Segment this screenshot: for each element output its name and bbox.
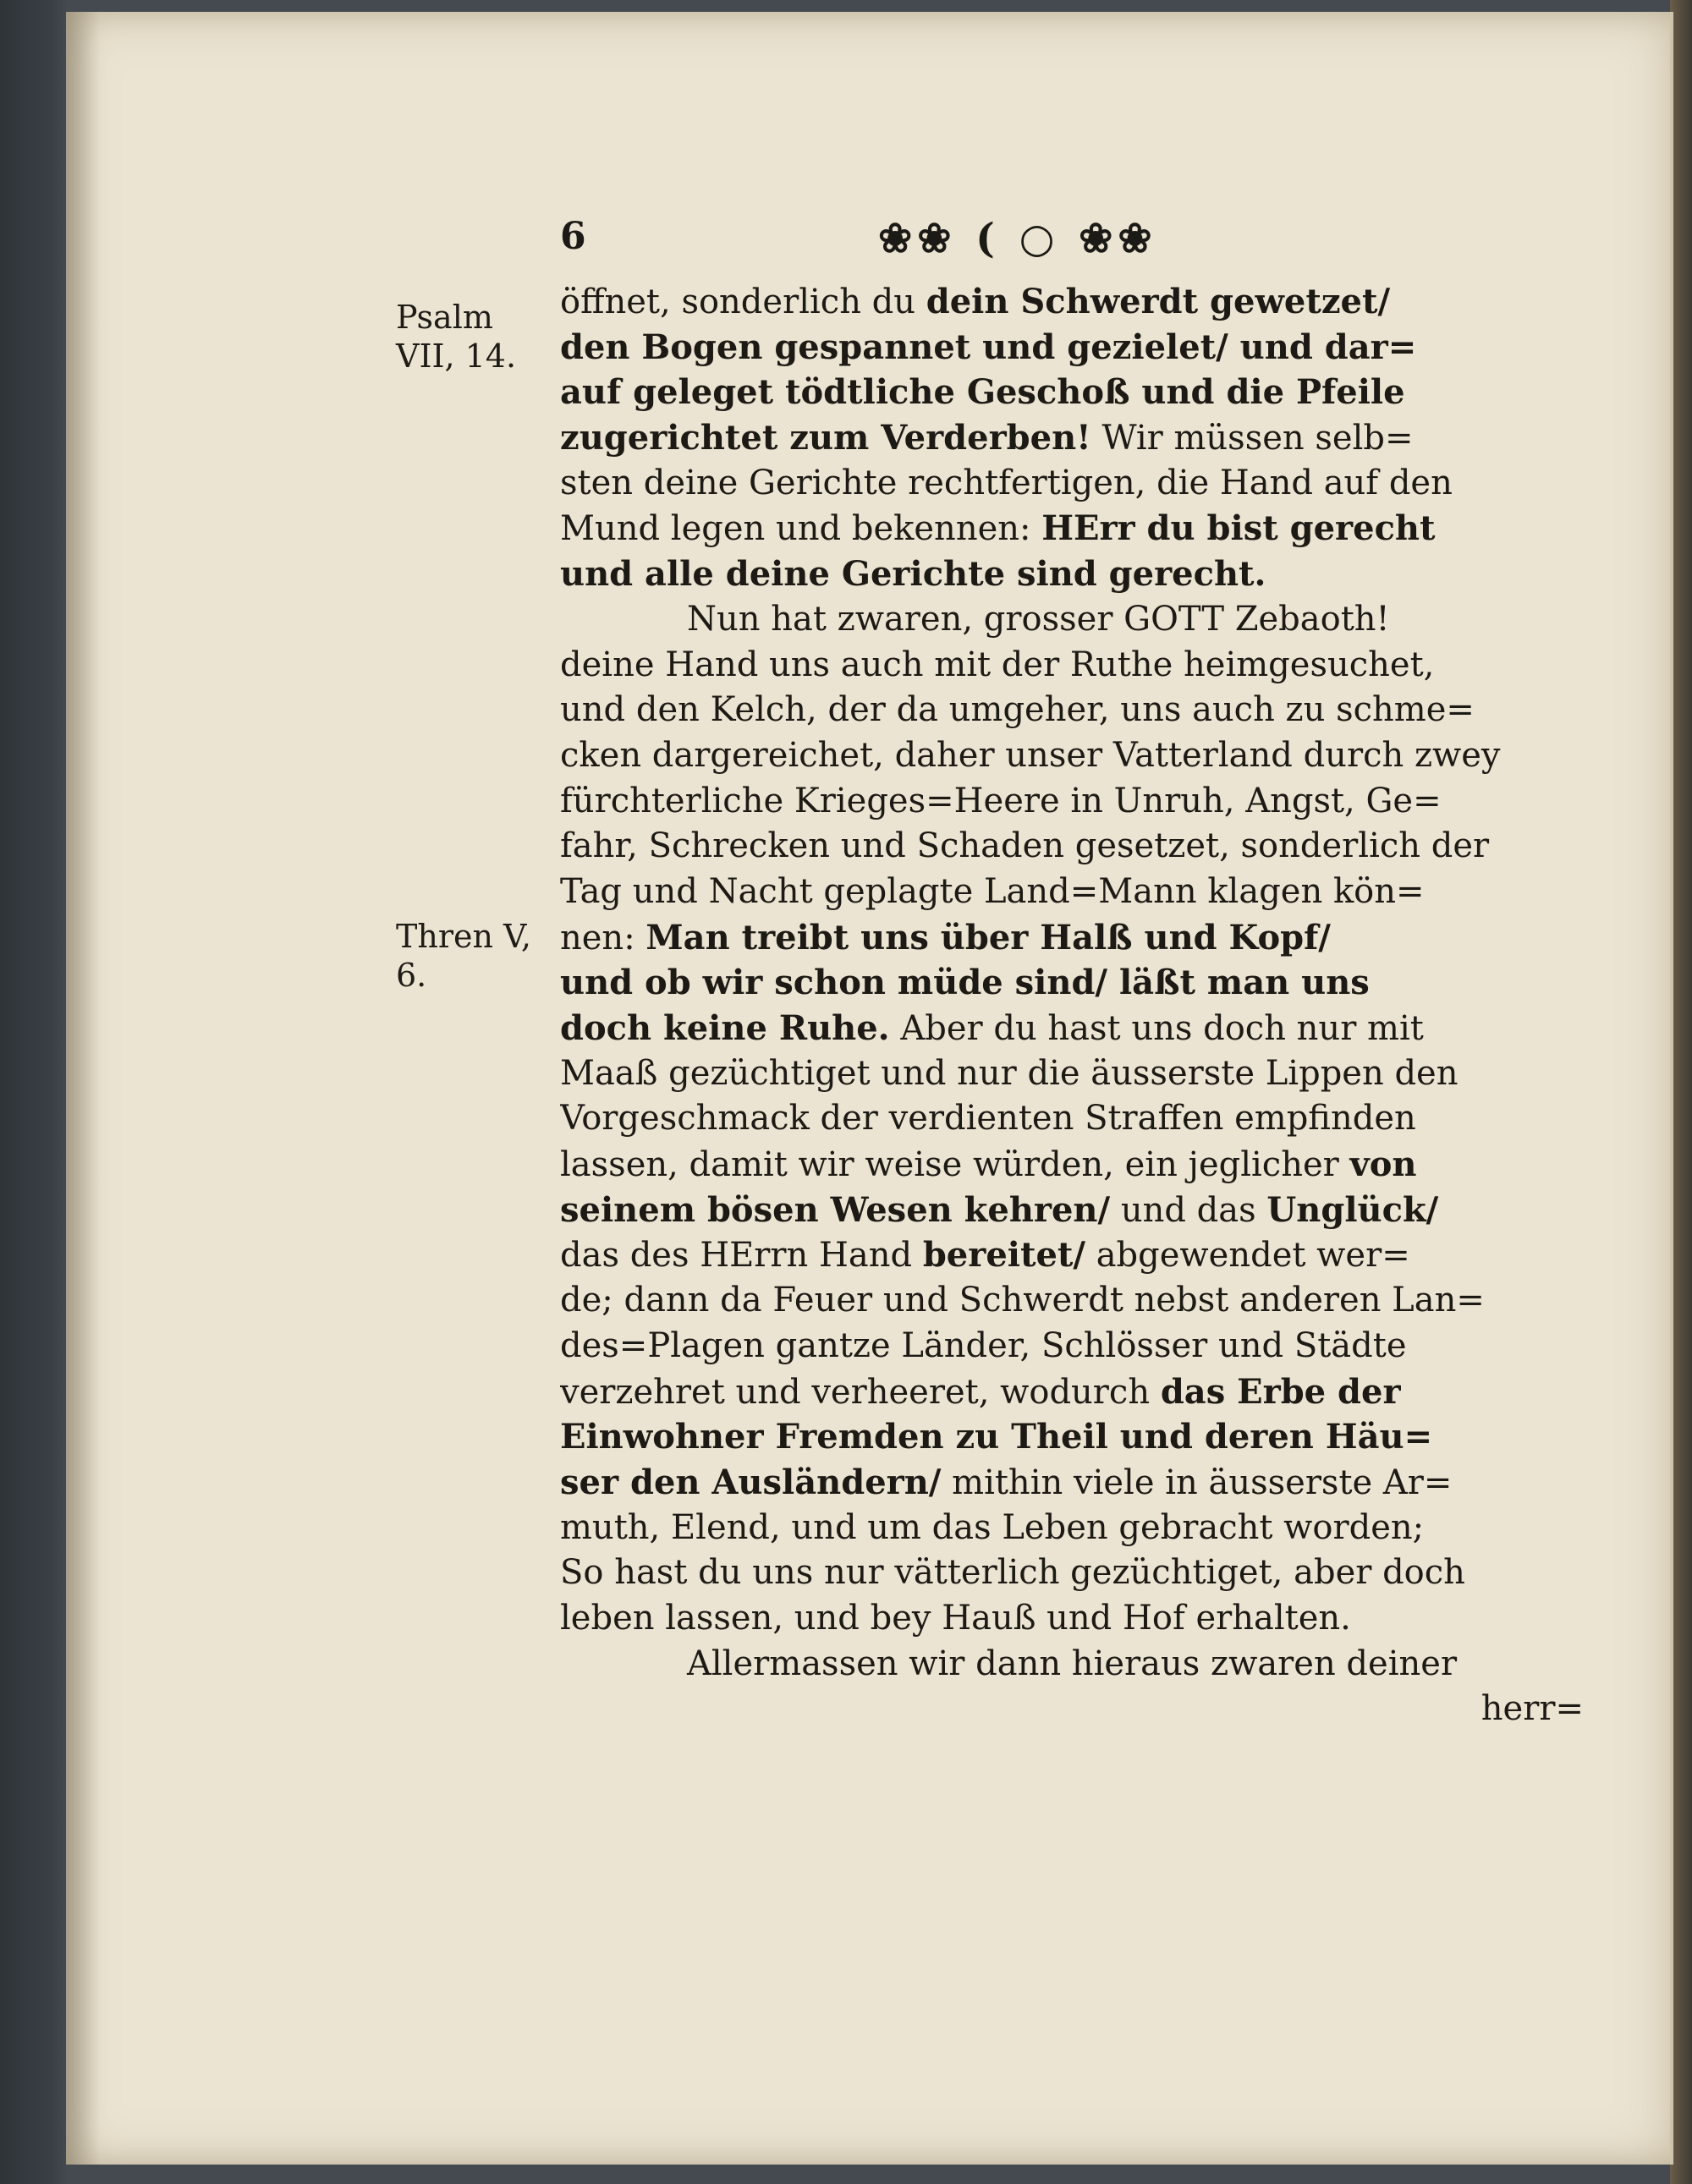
- text-segment: lassen, damit wir weise würden, ein jeglicher: [560, 1145, 1350, 1185]
- text-segment: und das: [1110, 1190, 1267, 1230]
- text-segment: fahr, Schrecken und Schaden gesetzet, sonderlich der: [560, 826, 1490, 866]
- text-segment: Maaß gezüchtiget und nur die äusserste Lippen den: [560, 1053, 1459, 1093]
- text-line: [560, 870, 1584, 915]
- text-segment: des=Plagen gantze Länder, Schlösser und Städte: [560, 1325, 1407, 1365]
- text-segment: sten deine Gerichte rechtfertigen, die Hand auf den: [560, 463, 1453, 502]
- text-line: [560, 1460, 1584, 1506]
- text-line: [560, 1006, 1584, 1051]
- emphasized-text: doch keine Ruhe.: [560, 1008, 890, 1048]
- text-segment: So hast du uns nur vätterlich gezüchtiget, aber doch: [560, 1553, 1465, 1593]
- text-line: [560, 279, 1584, 325]
- emphasized-text: ser den Ausländern/: [560, 1462, 942, 1502]
- emphasized-text: Man treibt uns über Halß und Kopf/: [645, 917, 1331, 958]
- body-text: [560, 279, 1584, 1732]
- text-segment: mithin viele in äusserste Ar=: [941, 1462, 1453, 1502]
- text-segment: Nun hat zwaren, grosser GOTT Zebaoth!: [687, 599, 1390, 639]
- text-line: [560, 960, 1584, 1006]
- header-ornament: ❀❀ ( ○ ❀❀: [878, 215, 1157, 262]
- text-line: [560, 325, 1584, 370]
- margin-note-line: Psalm: [396, 299, 493, 336]
- text-segment: muth, Elend, und um das Leben gebracht worden;: [560, 1507, 1425, 1547]
- emphasized-text: von: [1349, 1144, 1417, 1185]
- text-line: [560, 1188, 1584, 1233]
- text-line: [560, 1414, 1584, 1460]
- emphasized-text: bereitet/: [922, 1235, 1085, 1276]
- emphasized-text: Einwohner Fremden zu Theil und deren Häu=: [560, 1417, 1433, 1457]
- text-line: [560, 597, 1584, 643]
- text-segment: Wir müssen selb=: [1090, 419, 1414, 458]
- text-segment: das des HErrn Hand: [560, 1236, 923, 1276]
- margin-note-line: VII, 14.: [396, 337, 517, 375]
- emphasized-text: das Erbe der: [1160, 1371, 1401, 1412]
- text-segment: Mund legen und bekennen:: [560, 509, 1042, 549]
- text-line: [560, 506, 1584, 551]
- text-line: [560, 1324, 1584, 1369]
- gutter-shadow: [66, 12, 100, 2165]
- text-line: [560, 461, 1584, 507]
- text-segment: cken dargereichet, daher unser Vatterland durch zwey: [560, 735, 1501, 775]
- text-line: [560, 551, 1584, 597]
- text-line: [560, 915, 1584, 961]
- emphasized-text: dein Schwerdt gewetzet/: [926, 282, 1391, 321]
- emphasized-text: HErr du bist gerecht: [1041, 508, 1436, 549]
- text-line: [560, 1687, 1584, 1732]
- text-segment: fürchterliche Krieges=Heere in Unruh, Angst, Ge=: [560, 781, 1442, 820]
- text-line: [560, 779, 1584, 825]
- book-page: [66, 12, 1673, 2165]
- text-line: [560, 1232, 1584, 1278]
- text-line: [560, 688, 1584, 733]
- text-segment: leben lassen, und bey Hauß und Hof erhalten.: [560, 1598, 1351, 1638]
- text-segment: Aber du hast uns doch nur mit: [889, 1009, 1424, 1048]
- page-number: 6: [560, 215, 586, 258]
- text-segment: Tag und Nacht geplagte Land=Mann klagen kön=: [560, 871, 1425, 911]
- text-line: [560, 1142, 1584, 1188]
- margin-note-line: 6.: [396, 957, 427, 994]
- text-line: [560, 415, 1584, 461]
- emphasized-text: Unglück/: [1266, 1189, 1439, 1230]
- emphasized-text: auf geleget tödtliche Geschoß und die Pfeile: [560, 372, 1405, 413]
- text-line: [560, 733, 1584, 779]
- text-line: [560, 370, 1584, 415]
- text-segment: deine Hand uns auch mit der Ruthe heimgesuchet,: [560, 645, 1435, 684]
- text-segment: Vorgeschmack der verdienten Straffen empfinden: [560, 1099, 1416, 1139]
- margin-note-thren: [396, 917, 531, 995]
- margin-note-line: Thren V,: [396, 918, 531, 955]
- text-segment: und den Kelch, der da umgeher, uns auch zu schme=: [560, 690, 1475, 730]
- text-line: [560, 824, 1584, 870]
- text-segment: verzehret und verheeret, wodurch: [560, 1372, 1161, 1412]
- text-segment: öffnet, sonderlich du: [560, 283, 926, 321]
- emphasized-text: den Bogen gespannet und gezielet/ und dar=: [560, 327, 1417, 367]
- text-line: [560, 1278, 1584, 1324]
- text-line: [560, 1051, 1584, 1097]
- page-header: [66, 215, 1670, 266]
- emphasized-text: und ob wir schon müde sind/ läßt man uns: [560, 963, 1370, 1003]
- text-line: [560, 1506, 1584, 1551]
- text-line: [560, 1369, 1584, 1415]
- text-segment: de; dann da Feuer und Schwerdt nebst anderen Lan=: [560, 1281, 1485, 1320]
- emphasized-text: zugerichtet zum Verderben!: [560, 418, 1091, 458]
- text-line: [560, 1596, 1584, 1642]
- text-line: [560, 643, 1584, 689]
- text-segment: herr=: [1480, 1689, 1584, 1729]
- text-segment: nen:: [560, 918, 646, 958]
- text-line: [560, 1550, 1584, 1596]
- text-line: [560, 1096, 1584, 1142]
- text-line: [560, 1642, 1584, 1687]
- text-segment: Allermassen wir dann hieraus zwaren deiner: [687, 1643, 1458, 1683]
- text-segment: abgewendet wer=: [1085, 1236, 1410, 1276]
- emphasized-text: seinem bösen Wesen kehren/: [560, 1189, 1111, 1230]
- emphasized-text: und alle deine Gerichte sind gerecht.: [560, 554, 1266, 595]
- margin-note-psalm: [396, 298, 516, 376]
